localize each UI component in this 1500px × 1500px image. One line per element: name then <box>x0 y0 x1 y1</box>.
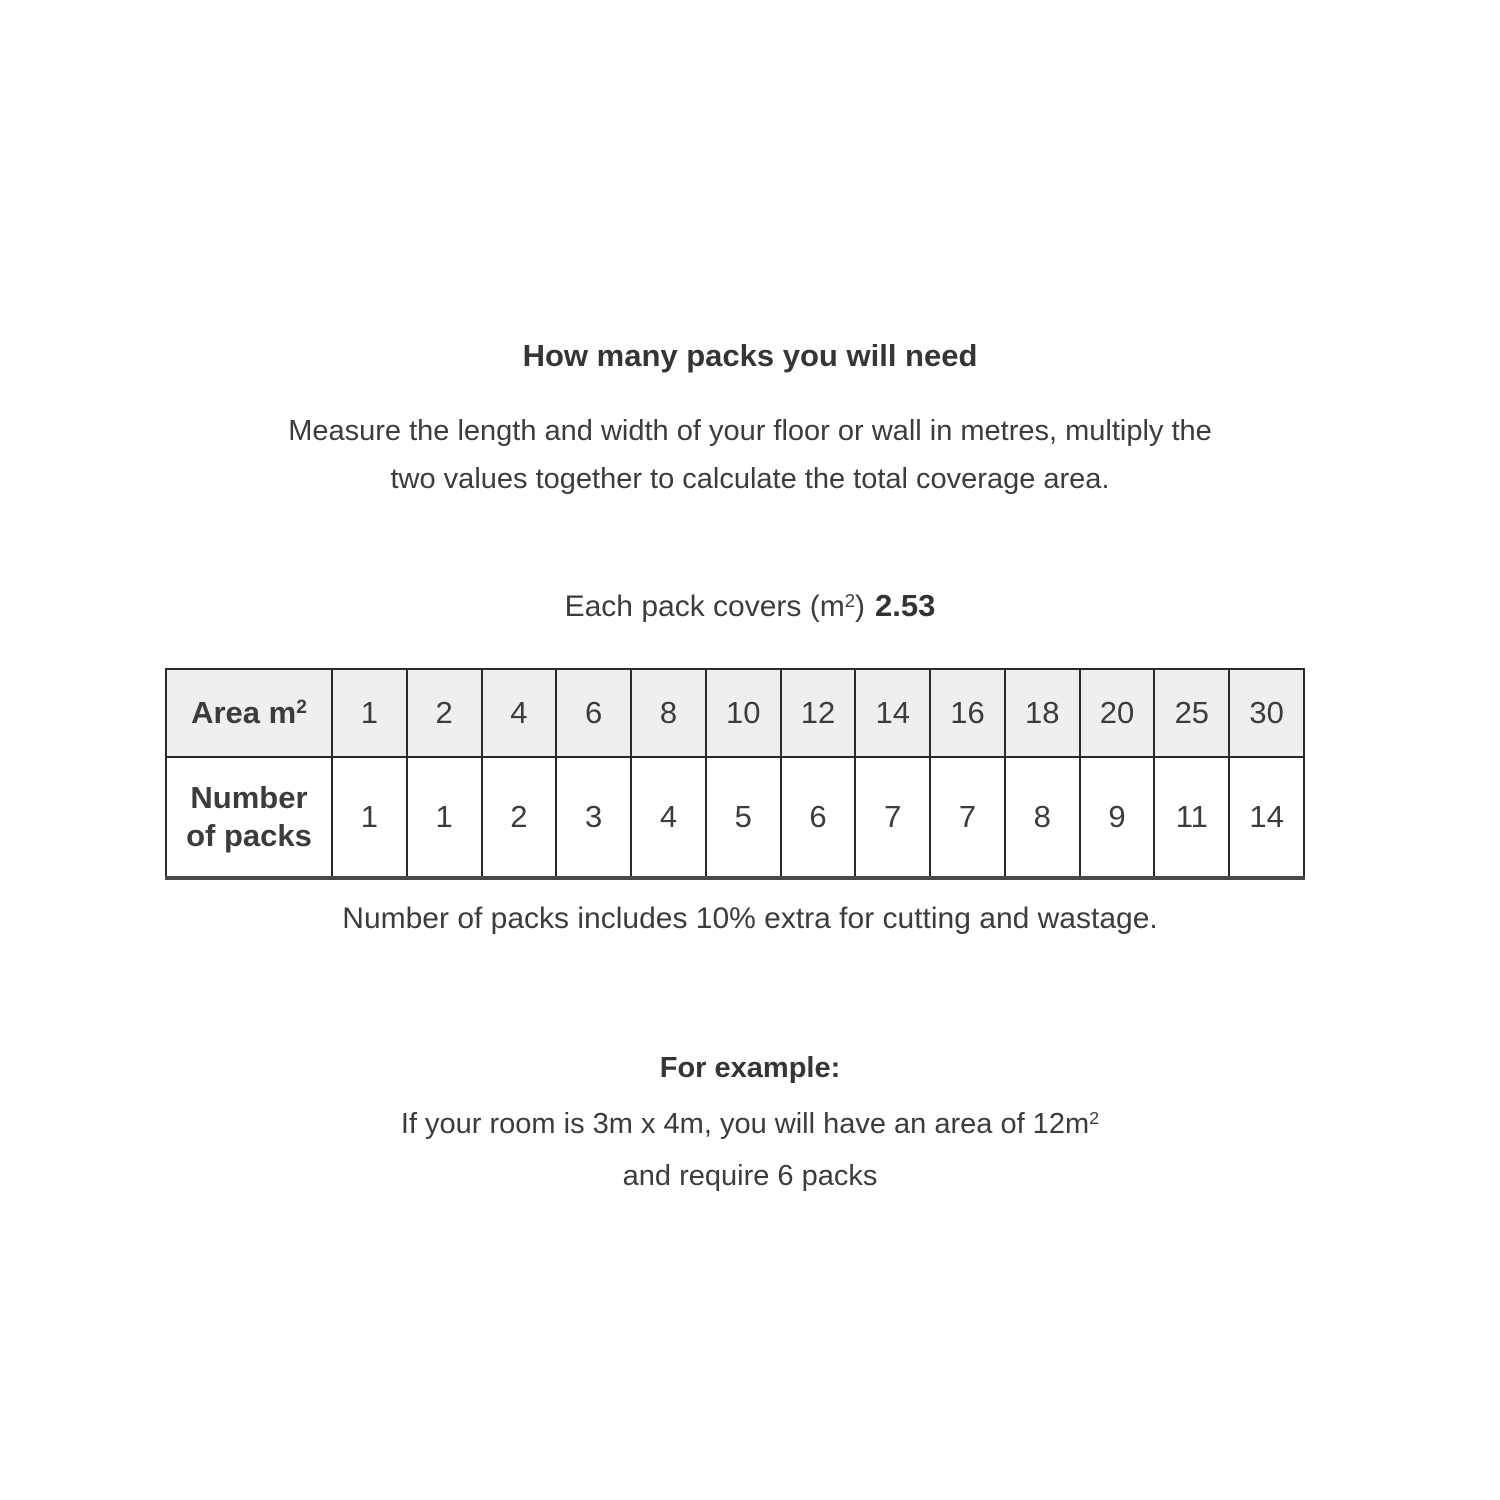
wastage-note: Number of packs includes 10% extra for cutting and wastage. <box>342 902 1158 935</box>
packs-label-line-1: Number <box>190 780 308 815</box>
area-value-cell: 25 <box>1154 669 1229 757</box>
packs-value-cell: 14 <box>1229 757 1304 878</box>
page-title: How many packs you will need <box>522 338 978 373</box>
area-value-cell: 16 <box>930 669 1005 757</box>
area-value-cell: 4 <box>482 669 557 757</box>
packs-value-cell: 6 <box>781 757 856 878</box>
area-value-cell: 20 <box>1080 669 1155 757</box>
intro-line-1: Measure the length and width of your floor or wall in metres, multiply the <box>288 415 1212 447</box>
area-superscript: 2 <box>296 697 307 719</box>
example-heading: For example: <box>659 1052 841 1084</box>
packs-value-cell: 2 <box>482 757 557 878</box>
packs-value-cell: 1 <box>407 757 482 878</box>
example-line-2: and require 6 packs <box>622 1160 878 1192</box>
area-value-cell: 14 <box>855 669 930 757</box>
area-value-cell: 30 <box>1229 669 1304 757</box>
packs-value-cell: 3 <box>556 757 631 878</box>
packs-value-cell: 11 <box>1154 757 1229 878</box>
packs-value-cell: 9 <box>1080 757 1155 878</box>
intro-text <box>0 407 1500 503</box>
packs-value-cell: 7 <box>855 757 930 878</box>
example-superscript: 2 <box>1089 1108 1100 1129</box>
packs-value-cell: 8 <box>1005 757 1080 878</box>
pack-coverage-value: 2.53 <box>875 588 936 623</box>
coverage-close-paren: ) <box>855 590 866 623</box>
packs-table <box>165 668 1305 880</box>
packs-value-cell: 7 <box>930 757 1005 878</box>
area-value-cell: 2 <box>407 669 482 757</box>
area-value-cell: 6 <box>556 669 631 757</box>
example-line-1: If your room is 3m x 4m, you will have an area of $12m^2$ <box>400 1108 1100 1140</box>
packs-label-cell <box>166 757 332 878</box>
coverage-superscript: 2 <box>844 589 856 611</box>
area-value-cell: 12 <box>781 669 856 757</box>
coverage-line <box>0 588 1500 624</box>
coverage-label: Each pack covers (m <box>564 590 845 623</box>
area-value-cell: 10 <box>706 669 781 757</box>
packs-row <box>166 757 1304 878</box>
area-header-row <box>166 669 1304 757</box>
area-value-cell: 18 <box>1005 669 1080 757</box>
intro-line-2: two values together to calculate the total coverage area. <box>390 463 1110 495</box>
packs-value-cell: 1 <box>332 757 407 878</box>
packs-value-cell: 5 <box>706 757 781 878</box>
area-value-cell: 1 <box>332 669 407 757</box>
packs-value-cell: 4 <box>631 757 706 878</box>
packs-label-line-2: of packs <box>186 818 312 853</box>
area-value-cell: 8 <box>631 669 706 757</box>
area-header-cell: Area $m^2$ <box>166 669 332 757</box>
